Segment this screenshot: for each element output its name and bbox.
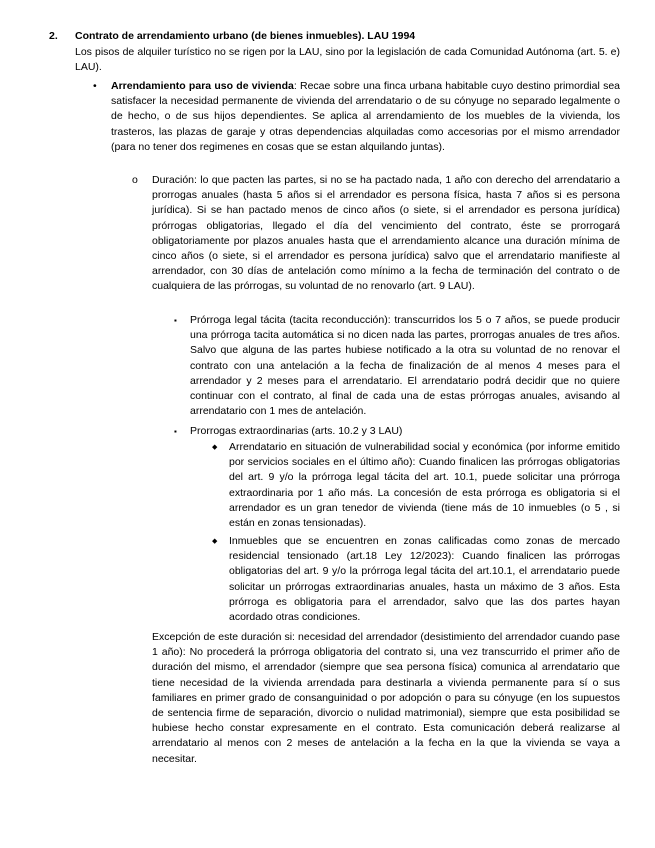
section-number: 2.	[49, 30, 58, 42]
bullet-vivienda-text: : Recae sobre una finca urbana habitable cuyo destino primordial sea satisfacer la necesidad permanente de vivienda del arrendatario o de su cónyuge no separado legalmente o de hecho, o de sus hijos dependientes. Se aplica al arrendamiento de los muebles de la vivienda, los trasteros, las plazas de garaje y otras dependencias alquiladas como accesorias por el mismo arrendador (para no tener dos regimenes en cosas que se estan alquilando juntas).	[111, 80, 620, 153]
vulnerabilidad-paragraph: Arrendatario en situación de vulnerabilidad social y económica (por informe emitido por servicios sociales en el último año): Cuando finalicen las prórrogas obligatorias del art. 9 y/o la prórroga legal tácita del art. 10.1, puede solicitar una prórroga extraordinaria por 1 año más. La concesión de esta prórroga es obligatoria si el arrendador es un gran tenedor de vivienda (tiene más de 10 inmuebles (o 5 , si están en zonas tensionadas).	[229, 441, 620, 530]
prorroga-tacita-paragraph: Prórroga legal tácita (tacita reconducción): transcurridos los 5 o 7 años, se puede producir una prórroga tacita automática si no dicen nada las partes, prorrogas anuales de tres años. Salvo que alguna de las partes hubiese notificado a la otra su voluntad de no renovar el contrato con una antelación a la fecha de finalización de al menos 4 meses para el arrendador y 2 meses para el arrendatario. El arrendatario podrá decidir que no quiere continuar con el contrato, al final de cada una de estas prórrogas anuales, avisando al arrendatario con 1 mes de antelación.	[190, 314, 620, 418]
sub-bullet-marker: o	[132, 174, 138, 186]
bullet-marker: •	[93, 80, 97, 92]
diamond-bullet-marker: ◆	[212, 538, 218, 545]
bullet-vivienda-heading: Arrendamiento para uso de vivienda	[111, 80, 294, 92]
diamond-bullet-marker: ◆	[212, 444, 218, 451]
square-bullet-marker: ▪	[174, 316, 177, 325]
bullet-vivienda	[111, 79, 620, 155]
excepcion-paragraph: Excepción de este duración si: necesidad del arrendador (desistimiento del arrendador cuando pase 1 año): No procederá la prórroga obligatoria del contrato si, una vez transcurrido el primer año de duración del mismo, el arrendador (siempre que sea persona física) comunica al arrendatario que tiene necesidad de la vivienda arrendada para destinarla a vivienda permanente para sí o sus familiares en primer grado de consanguinidad o por adopción o para su cónyuge (en los supuestos de sentencia firme de separación, divorcio o nulidad matrimonial), siempre que esta posibilidad se hubiese hecho constar expresamente en el contrato. Esta comunicación deberá realizarse al arrendatario al menos con 2 meses de antelación a la fecha en la que la vivienda se vaya a necesitar.	[152, 631, 620, 765]
square-bullet-marker: ▪	[174, 427, 177, 436]
section-title: Contrato de arrendamiento urbano (de bienes inmuebles). LAU 1994	[75, 30, 416, 42]
prorrogas-extra-heading: Prorrogas extraordinarias (arts. 10.2 y 3 LAU)	[190, 425, 403, 437]
zonas-tensionadas-paragraph: Inmuebles que se encuentren en zonas calificadas como zonas de mercado residencial tensionado (art.18 Ley 12/2023): Cuando finalicen las prórrogas obligatorias del art. 9 y/o la prórroga legal tácita del art.10.1, el arrendatario puede solicitar un prórrogas extraordinarias anuales, hasta un máximo de 3 años. Esta prórroga es obligatoria para el arrendador, salvo que las dos partes hayan acordado otras condiciones.	[229, 535, 620, 624]
duracion-paragraph: Duración: lo que pacten las partes, si no se ha pactado nada, 1 año con derecho del arrendatario a prorrogas anuales (hasta 5 años si el arrendador es persona física, hasta 7 años si es persona jurídica). Si se han pactado menos de cinco años (o siete, si el arrendador es persona jurídica) prórrogas obligatorias, llegado el día del vencimiento del contrato, éste se prorrogará obligatoriamente por plazos anuales hasta que el arrendamiento alcance una duración mínima de cinco años (o siete, si el arrendador es persona jurídica) salvo que el arrendatario manifieste al arrendador, con 30 días de antelación como mínimo a la fecha de terminación del contrato o de cualquiera de las prórrogas, su voluntad de no renovarlo (art. 9 LAU).	[152, 174, 620, 293]
section-intro: Los pisos de alquiler turístico no se rigen por la LAU, sino por la legislación de cada Comunidad Autónoma (art. 5. e) LAU).	[75, 46, 620, 74]
